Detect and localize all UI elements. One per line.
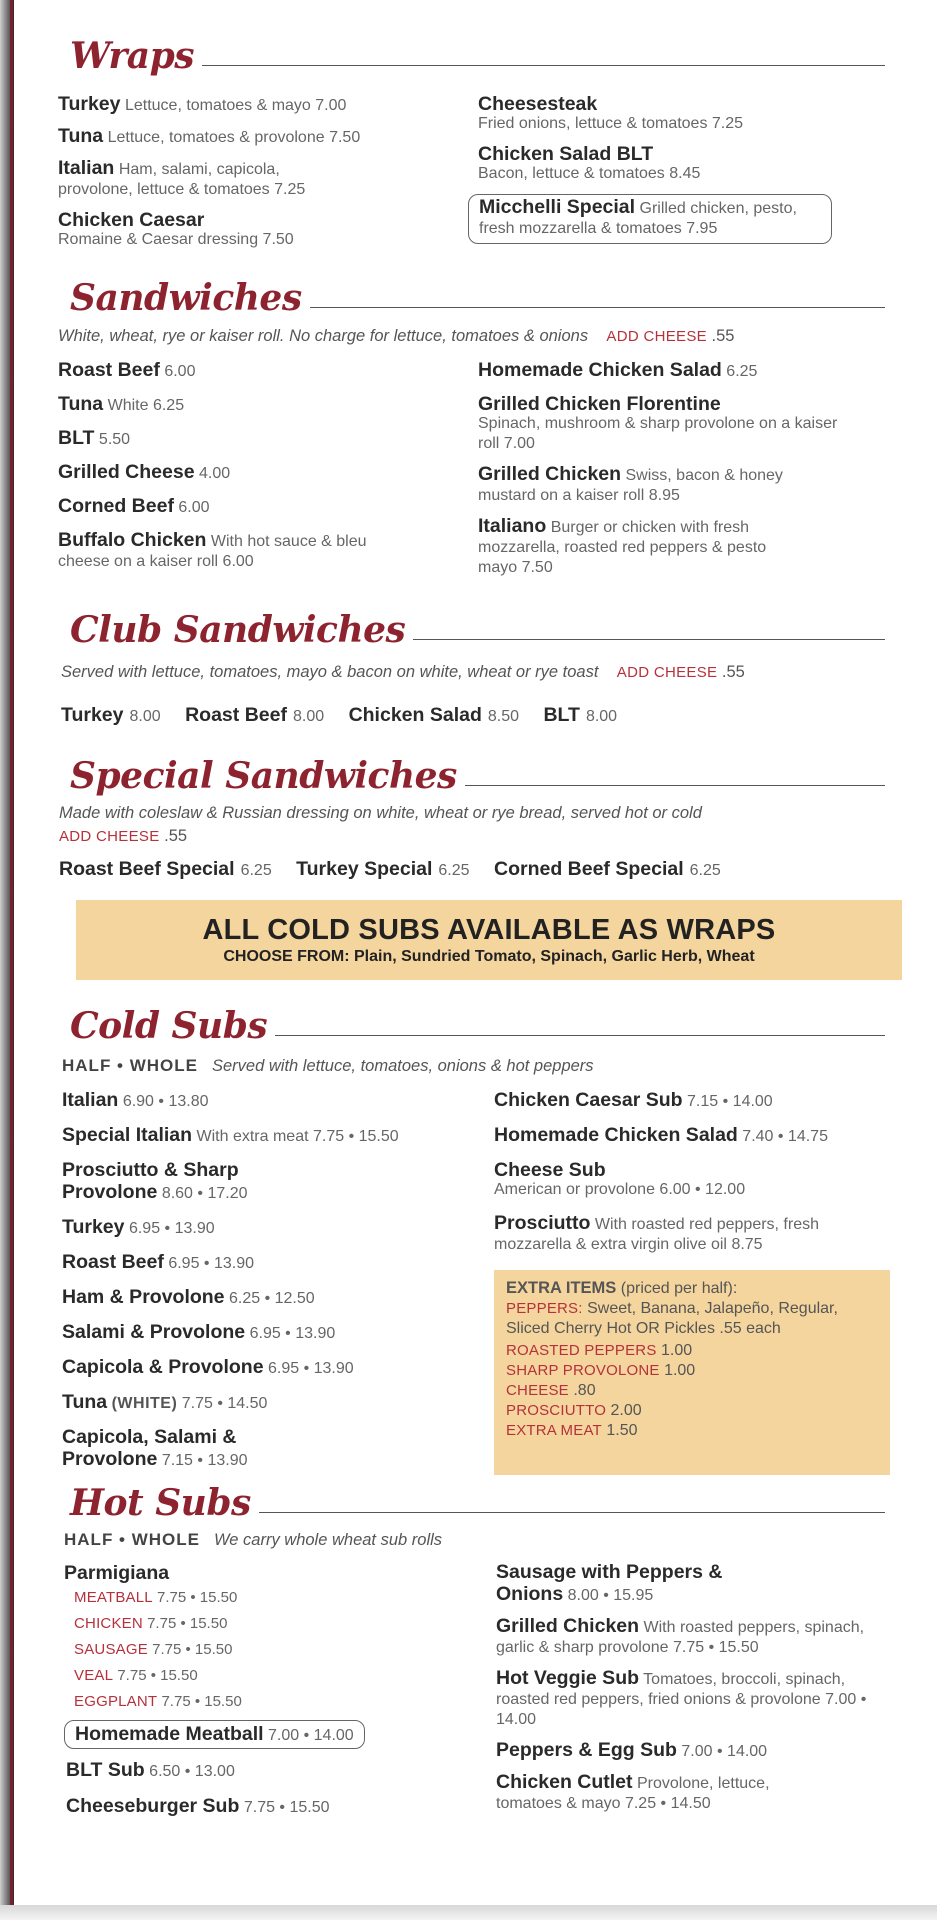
item-price: 6.00	[178, 499, 210, 516]
item-name: Tuna	[62, 1391, 108, 1413]
item-name: Turkey	[62, 1216, 125, 1238]
hot-subs-header	[70, 1482, 885, 1524]
item-desc: Lettuce, tomatoes & mayo	[124, 97, 311, 114]
variant-price: 7.75 • 15.50	[147, 1615, 228, 1632]
item-price: 7.25	[274, 181, 306, 198]
special-items-row	[59, 858, 741, 881]
extra-label: EXTRA MEAT	[506, 1422, 602, 1439]
parmigiana-variant	[74, 1637, 464, 1663]
item-name: Special Italian	[62, 1124, 193, 1146]
menu-item	[494, 1090, 904, 1112]
variant-label: SAUSAGE	[74, 1641, 148, 1658]
extras-peppers-price: .55 each	[719, 1320, 781, 1337]
menu-item	[494, 1213, 894, 1255]
cold-subs-rule	[275, 1035, 885, 1036]
item-name: Homemade Chicken Salad	[478, 359, 722, 381]
item-price: 7.00 • 14.00	[496, 1691, 867, 1728]
item-price: 7.00 • 14.00	[268, 1727, 354, 1744]
hot-subs-title: Hot Subs	[70, 1482, 251, 1524]
sandwiches-title: Sandwiches	[70, 277, 302, 319]
club-rule	[413, 639, 885, 640]
variant-price: 7.75 • 15.50	[157, 1589, 238, 1606]
item-desc: Tomatoes, broccoli, spinach, roasted red peppers, fried onions & provolone	[496, 1671, 846, 1708]
menu-item	[496, 1562, 746, 1606]
item-name: Turkey	[61, 704, 124, 726]
wraps-banner	[76, 900, 902, 980]
special-subtitle-text: Made with coleslaw & Russian dressing on white, wheat or rye bread, served hot or cold	[59, 804, 702, 822]
item-desc: With roasted red peppers, fresh mozzarella & extra virgin olive oil	[494, 1216, 819, 1253]
item-price: 6.95 • 13.90	[128, 1220, 215, 1237]
menu-item	[58, 126, 438, 148]
cold-subs-header	[70, 1005, 885, 1047]
menu-item	[62, 1357, 482, 1379]
item-desc: Lettuce, tomatoes & provolone	[107, 129, 325, 146]
item-desc: American or provolone	[494, 1181, 655, 1198]
parmigiana-variant	[74, 1585, 464, 1611]
add-cheese-label: ADD CHEESE	[59, 828, 160, 845]
menu-item	[58, 462, 388, 484]
parmigiana-name: Parmigiana	[64, 1562, 170, 1584]
sandwiches-header	[70, 277, 885, 319]
item-name: Turkey Special	[296, 858, 433, 880]
menu-item	[66, 1796, 466, 1818]
item-name: Capicola & Provolone	[62, 1356, 264, 1378]
item-price: 6.90 • 13.80	[122, 1093, 209, 1110]
item-price: 6.00 • 12.00	[659, 1181, 746, 1198]
item-price: 7.00	[315, 97, 347, 114]
menu-item	[494, 1160, 904, 1200]
menu-item	[62, 1287, 482, 1309]
item-name: Prosciutto	[494, 1212, 591, 1234]
item-price: 8.00	[129, 708, 161, 725]
parmigiana-variant	[74, 1663, 464, 1689]
item-name: Roast Beef	[58, 359, 160, 381]
menu-item	[62, 1217, 482, 1239]
special-title: Special Sandwiches	[70, 755, 457, 797]
wraps-title: Wraps	[70, 35, 195, 77]
variant-label: MEATBALL	[74, 1589, 153, 1606]
item-price: 6.00	[164, 363, 196, 380]
extra-label: ROASTED PEPPERS	[506, 1342, 657, 1359]
add-cheese-price: .55	[711, 327, 735, 345]
item-desc: With roasted peppers, spinach, garlic & sharp provolone	[496, 1619, 865, 1656]
parmigiana-variant	[74, 1611, 464, 1637]
item-name: Chicken Caesar	[58, 209, 205, 231]
item-desc: With extra meat	[196, 1128, 309, 1145]
item-price: 8.50	[487, 708, 520, 725]
item-price: 7.75 • 15.50	[313, 1128, 399, 1145]
item-name: Italiano	[478, 515, 547, 537]
special-add-cheese	[59, 827, 187, 846]
item-price: 6.25 • 12.50	[229, 1290, 315, 1307]
hot-subs-right-column	[496, 1562, 906, 1824]
homemade-meatball-box	[64, 1720, 365, 1749]
hot-subs-subtitle	[64, 1530, 442, 1550]
menu-item	[478, 516, 808, 578]
sandwiches-right-column	[478, 360, 858, 588]
item-name: Sausage with Peppers & Onions	[496, 1561, 723, 1605]
item-name: Hot Veggie Sub	[496, 1667, 640, 1689]
cold-subs-right-column	[494, 1090, 904, 1265]
item-name: Cheesesteak	[478, 93, 598, 115]
item-name: Prosciutto & Sharp Provolone	[62, 1159, 239, 1203]
menu-item	[58, 158, 358, 200]
menu-item	[66, 1760, 466, 1782]
item-name: Grilled Chicken Florentine	[478, 393, 721, 415]
page-spine	[0, 0, 14, 1920]
item-name: BLT	[58, 427, 95, 449]
item-name: Chicken Salad	[348, 704, 482, 726]
special-rule	[465, 785, 885, 786]
item-price: 6.50 • 13.00	[149, 1763, 235, 1780]
item-desc: Grilled chicken, pesto, fresh mozzarella & tomatoes	[479, 200, 797, 237]
item-price: 6.95 • 13.90	[168, 1255, 254, 1272]
menu-item	[58, 428, 388, 450]
club-title: Club Sandwiches	[70, 609, 406, 651]
menu-item	[478, 394, 838, 454]
item-name: Roast Beef Special	[59, 858, 235, 880]
add-cheese-price: .55	[721, 663, 745, 681]
add-cheese-price: .55	[164, 827, 188, 845]
variant-price: 7.75 • 15.50	[117, 1667, 198, 1684]
item-desc: Burger or chicken with fresh mozzarella, roasted red peppers & pesto mayo	[478, 519, 767, 576]
extra-label: SHARP PROVOLONE	[506, 1362, 660, 1379]
spine-red-edge	[10, 0, 13, 1905]
variant-label: CHICKEN	[74, 1615, 143, 1632]
variant-label: EGGPLANT	[74, 1693, 158, 1710]
item-name: BLT Sub	[66, 1759, 145, 1781]
item-name: Grilled Chicken	[478, 463, 622, 485]
extra-label: PROSCIUTTO	[506, 1402, 607, 1419]
item-name: Buffalo Chicken	[58, 529, 207, 551]
menu-item	[62, 1090, 482, 1112]
half-whole-label: HALF • WHOLE	[64, 1530, 200, 1549]
item-price: 6.25	[240, 862, 272, 879]
item-price: 8.00	[292, 708, 325, 725]
item-price: 8.45	[669, 165, 701, 182]
item-price: 6.95 • 13.90	[268, 1360, 354, 1377]
item-price: 8.00 • 15.95	[567, 1587, 654, 1604]
item-desc: Bacon, lettuce & tomatoes	[478, 165, 665, 182]
add-cheese-label: ADD CHEESE	[616, 664, 718, 681]
extra-price: 1.00	[664, 1362, 696, 1379]
wraps-rule	[202, 65, 885, 66]
item-price: 5.50	[98, 431, 131, 448]
menu-item	[62, 1392, 482, 1414]
item-desc: Fried onions, lettuce & tomatoes	[478, 115, 708, 132]
item-price: 7.25	[711, 115, 744, 132]
menu-item	[58, 496, 388, 518]
variant-price: 7.75 • 15.50	[152, 1641, 233, 1658]
item-price: 8.95	[648, 487, 680, 504]
sandwiches-subtitle-text: White, wheat, rye or kaiser roll. No charge for lettuce, tomatoes & onions	[58, 327, 589, 345]
item-name: Chicken Caesar Sub	[494, 1089, 683, 1111]
item-name: Cheeseburger Sub	[66, 1795, 240, 1817]
menu-item	[58, 210, 438, 250]
menu-item	[62, 1427, 302, 1471]
parmigiana-variants	[74, 1585, 464, 1715]
item-name: Chicken Salad BLT	[478, 143, 654, 165]
menu-item	[62, 1125, 482, 1147]
item-desc: Provolone, lettuce, tomatoes & mayo	[496, 1775, 770, 1812]
cold-subs-left-column	[62, 1090, 482, 1481]
item-price: 6.25	[152, 397, 185, 414]
item-name: Italian	[62, 1089, 119, 1111]
item-price: 7.75 • 15.50	[243, 1799, 330, 1816]
cold-subs-title: Cold Subs	[70, 1005, 268, 1047]
hot-subs-left-column	[64, 1562, 464, 1715]
special-subtitle	[59, 804, 702, 823]
variant-label: VEAL	[74, 1667, 114, 1684]
item-name: Peppers & Egg Sub	[496, 1739, 677, 1761]
menu-item	[496, 1772, 836, 1814]
extras-peppers-text: Sweet, Banana, Jalapeño, Regular, Sliced Cherry Hot OR Pickles	[506, 1300, 838, 1337]
hot-subs-rule	[259, 1512, 885, 1513]
banner-title: ALL COLD SUBS AVAILABLE AS WRAPS	[202, 914, 776, 946]
extra-price: 2.00	[610, 1402, 642, 1419]
item-name: BLT	[543, 704, 580, 726]
add-cheese-label: ADD CHEESE	[606, 328, 707, 345]
parmigiana-variant	[74, 1689, 464, 1715]
menu-item	[494, 1125, 904, 1147]
wraps-left-column	[58, 94, 438, 260]
item-desc: (WHITE)	[111, 1395, 178, 1412]
item-price: 7.50	[262, 231, 294, 248]
item-price: 4.00	[199, 465, 231, 482]
item-price: 6.25	[438, 862, 470, 879]
extra-price: 1.00	[661, 1342, 693, 1359]
item-desc: White	[107, 397, 149, 414]
menu-item	[58, 530, 378, 572]
page-bottom-shade	[0, 1905, 937, 1920]
item-desc: With hot sauce & bleu cheese on a kaiser roll	[58, 533, 367, 570]
menu-item	[496, 1668, 886, 1730]
item-name: Roast Beef	[185, 704, 287, 726]
item-name: Tuna	[58, 125, 104, 147]
hot-subs-subtitle-text: We carry whole wheat sub rolls	[214, 1531, 443, 1549]
extra-price: .80	[573, 1382, 596, 1399]
extras-heading: EXTRA ITEMS	[506, 1279, 617, 1297]
extras-note: (priced per half):	[620, 1280, 738, 1297]
sandwiches-rule	[310, 307, 885, 308]
menu-item	[496, 1740, 906, 1762]
item-price: 7.50	[521, 559, 553, 576]
item-price: 7.40 • 14.75	[742, 1128, 828, 1145]
item-name: Turkey	[58, 93, 121, 115]
item-name: Roast Beef	[62, 1251, 164, 1273]
half-whole-label: HALF • WHOLE	[62, 1056, 198, 1075]
cold-subs-subtitle	[62, 1056, 594, 1076]
item-price: 6.25	[689, 862, 721, 879]
menu-item	[58, 394, 388, 416]
item-name: Ham & Provolone	[62, 1286, 225, 1308]
item-name: Tuna	[58, 393, 104, 415]
micchelli-special-box	[468, 194, 832, 244]
special-header	[70, 755, 885, 797]
item-name: Micchelli Special	[479, 196, 636, 218]
item-price: 7.50	[329, 129, 361, 146]
item-price: 8.00	[585, 708, 618, 725]
item-name: Homemade Chicken Salad	[494, 1124, 738, 1146]
item-name: Grilled Chicken	[496, 1615, 640, 1637]
sandwiches-subtitle	[58, 327, 734, 346]
menu-item	[62, 1322, 482, 1344]
item-price: 6.25	[726, 363, 758, 380]
item-price: 7.00	[503, 435, 535, 452]
item-price: 6.95 • 13.90	[249, 1325, 336, 1342]
menu-item	[478, 464, 838, 506]
item-name: Corned Beef	[58, 495, 174, 517]
club-items-row	[61, 704, 637, 727]
item-price: 7.25 • 14.50	[624, 1795, 711, 1812]
extra-label: CHEESE	[506, 1382, 569, 1399]
menu-item	[62, 1252, 482, 1274]
wraps-right-column	[478, 94, 858, 254]
wraps-header	[70, 35, 885, 77]
item-price: 7.75 • 14.50	[181, 1395, 268, 1412]
cold-subs-subtitle-text: Served with lettuce, tomatoes, onions & hot peppers	[212, 1057, 594, 1075]
item-name: Grilled Cheese	[58, 461, 195, 483]
item-price: 7.00 • 14.00	[681, 1743, 768, 1760]
club-subtitle-text: Served with lettuce, tomatoes, mayo & bacon on white, wheat or rye toast	[61, 663, 599, 681]
item-price: 7.95	[686, 220, 718, 237]
hot-subs-left-more	[66, 1760, 466, 1828]
club-subtitle	[61, 663, 745, 682]
menu-page	[14, 0, 937, 1905]
item-name: Italian	[58, 157, 115, 179]
variant-price: 7.75 • 15.50	[161, 1693, 242, 1710]
menu-item	[58, 94, 438, 116]
item-desc: Swiss, bacon & honey mustard on a kaiser roll	[478, 467, 783, 504]
sandwiches-left-column	[58, 360, 388, 582]
extra-price: 1.50	[606, 1422, 638, 1439]
item-name: Cheese Sub	[494, 1159, 606, 1181]
club-header	[70, 609, 885, 651]
menu-item	[478, 360, 858, 382]
item-desc: Ham, salami, capicola, provolone, lettuce & tomatoes	[58, 161, 280, 198]
menu-item	[478, 94, 858, 134]
item-price: 7.75 • 15.50	[673, 1639, 759, 1656]
extra-items-box	[494, 1270, 890, 1475]
item-name: Salami & Provolone	[62, 1321, 246, 1343]
menu-item	[58, 360, 388, 382]
item-price: 8.75	[731, 1236, 763, 1253]
item-desc: Romaine & Caesar dressing	[58, 231, 259, 248]
item-name: Chicken Cutlet	[496, 1771, 633, 1793]
item-price: 6.00	[222, 553, 254, 570]
extras-peppers-label: PEPPERS:	[506, 1300, 583, 1317]
item-price: 7.15 • 13.90	[161, 1452, 248, 1469]
item-price: 8.60 • 17.20	[161, 1185, 248, 1202]
item-name: Capicola, Salami & Provolone	[62, 1426, 237, 1470]
item-price: 7.15 • 14.00	[687, 1093, 773, 1110]
menu-item	[62, 1160, 292, 1204]
menu-item	[478, 144, 858, 184]
menu-item	[496, 1616, 901, 1658]
banner-subtitle: CHOOSE FROM: Plain, Sundried Tomato, Spinach, Garlic Herb, Wheat	[223, 948, 755, 965]
item-desc: Spinach, mushroom & sharp provolone on a kaiser roll	[478, 415, 838, 452]
item-name: Homemade Meatball	[75, 1723, 264, 1745]
item-name: Corned Beef Special	[493, 858, 684, 880]
